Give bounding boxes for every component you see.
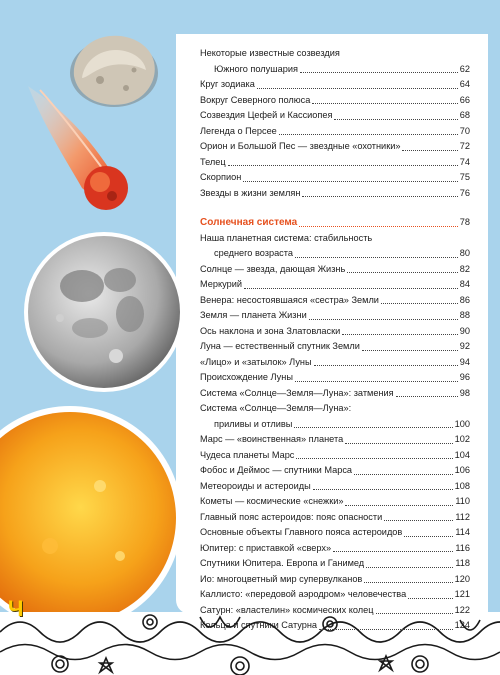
toc-entry-title: Система «Солнце—Земля—Луна»: затмения bbox=[200, 387, 394, 398]
toc-entry-title: Ось наклона и зона Златовласки bbox=[200, 325, 341, 336]
leader-dots bbox=[342, 334, 458, 335]
section-page: 78 bbox=[459, 217, 470, 227]
toc-entry[interactable] bbox=[200, 246, 470, 262]
leader-dots bbox=[295, 381, 458, 382]
toc-entry[interactable] bbox=[200, 463, 470, 479]
leader-dots bbox=[364, 582, 452, 583]
toc-entry-title: Система «Солнце—Земля—Луна»: bbox=[200, 403, 352, 413]
toc-entry[interactable] bbox=[200, 108, 470, 124]
toc-entry-page: 122 bbox=[454, 604, 470, 615]
toc-entry-title: Солнце — звезда, дающая Жизнь bbox=[200, 263, 346, 274]
toc-entry[interactable] bbox=[200, 139, 470, 155]
toc-entry-title: Наша планетная система: стабильность bbox=[200, 232, 373, 243]
leader-dots bbox=[294, 427, 452, 428]
toc-entry-page: 82 bbox=[459, 263, 470, 274]
leader-dots bbox=[257, 88, 458, 89]
leader-dots bbox=[334, 119, 457, 120]
toc-entry-title: Созвездия Цефей и Кассиопея bbox=[200, 110, 333, 120]
leader-dots bbox=[354, 474, 453, 475]
toc-entry[interactable] bbox=[200, 494, 470, 510]
toc-entry-page: 118 bbox=[455, 558, 470, 568]
toc-entry[interactable] bbox=[200, 510, 470, 526]
leader-dots bbox=[384, 520, 453, 521]
leader-dots bbox=[347, 272, 457, 273]
toc-entry-title: Основные объекты Главного пояса астероидов bbox=[200, 527, 403, 537]
toc-entry[interactable] bbox=[200, 587, 470, 603]
toc-entry-page: 72 bbox=[459, 141, 470, 151]
toc-entry-page: 98 bbox=[459, 387, 470, 398]
toc-entry-line[interactable] bbox=[200, 231, 470, 247]
leader-dots bbox=[376, 613, 453, 614]
toc-entry-page: 114 bbox=[455, 527, 470, 537]
table-of-contents bbox=[200, 46, 470, 634]
leader-dots bbox=[319, 629, 453, 630]
toc-entry-title: «Лицо» и «затылок» Луны bbox=[200, 356, 312, 367]
toc-entry[interactable] bbox=[200, 618, 470, 634]
toc-entry-page: 66 bbox=[459, 94, 470, 105]
toc-entry-page: 120 bbox=[454, 573, 470, 584]
toc-entry[interactable] bbox=[200, 293, 470, 309]
toc-entry-title: Происхождение Луны bbox=[200, 372, 293, 382]
page-badge: Ч bbox=[8, 596, 24, 621]
toc-entry-title: Сатурн: «властелин» космических колец bbox=[200, 604, 374, 615]
leader-dots bbox=[296, 458, 452, 459]
toc-entry-page: 108 bbox=[454, 480, 470, 491]
toc-entry[interactable] bbox=[200, 556, 470, 572]
moon-icon bbox=[20, 228, 188, 396]
leader-dots bbox=[228, 165, 458, 166]
toc-entry-title: Чудеса планеты Марс bbox=[200, 449, 295, 460]
leader-dots bbox=[244, 288, 458, 289]
toc-entry-page: 110 bbox=[455, 496, 470, 506]
leader-dots bbox=[302, 196, 457, 197]
toc-entry[interactable] bbox=[200, 339, 470, 355]
toc-entry-title: Звезды в жизни землян bbox=[200, 187, 301, 198]
leader-dots bbox=[279, 134, 458, 135]
toc-entry-title: Метеороиды и астероиды bbox=[200, 480, 311, 491]
toc-entry-title: Телец bbox=[200, 156, 226, 167]
toc-section-list bbox=[200, 231, 470, 634]
toc-entry-title: Венера: несостоявшаяся «сестра» Земли bbox=[200, 294, 379, 305]
toc-entry[interactable] bbox=[200, 386, 470, 402]
leader-dots bbox=[300, 72, 458, 73]
toc-entry[interactable] bbox=[200, 93, 470, 109]
toc-entry[interactable] bbox=[200, 572, 470, 588]
leader-dots bbox=[243, 181, 457, 182]
toc-entry-title: Меркурий bbox=[200, 279, 242, 289]
toc-entry-page: 68 bbox=[459, 110, 470, 120]
leader-dots bbox=[404, 536, 453, 537]
toc-entry[interactable] bbox=[200, 370, 470, 386]
toc-entry-page: 94 bbox=[459, 356, 470, 367]
leader-dots bbox=[295, 257, 458, 258]
toc-entry-page: 70 bbox=[459, 125, 470, 136]
toc-entry[interactable] bbox=[200, 186, 470, 202]
toc-entry-title: Кометы — космические «снежки» bbox=[200, 496, 344, 506]
toc-entry-title: Земля — планета Жизни bbox=[200, 310, 307, 320]
toc-entry-title: Ио: многоцветный мир супервулканов bbox=[200, 573, 363, 584]
toc-top-list bbox=[200, 46, 470, 201]
leader-dots bbox=[396, 396, 458, 397]
toc-entry-page: 80 bbox=[459, 248, 470, 258]
toc-entry-title: Марс — «воинственная» планета bbox=[200, 434, 344, 444]
toc-entry[interactable] bbox=[200, 603, 470, 619]
toc-entry-title: Скорпион bbox=[200, 172, 242, 182]
leader-dots bbox=[314, 365, 458, 366]
toc-entry-page: 112 bbox=[455, 511, 470, 522]
toc-entry[interactable] bbox=[200, 355, 470, 371]
toc-entry[interactable] bbox=[200, 124, 470, 140]
toc-entry-title: Юпитер: с приставкой «сверх» bbox=[200, 542, 332, 553]
toc-entry[interactable] bbox=[200, 170, 470, 186]
toc-entry-title: Легенда о Персее bbox=[200, 125, 277, 136]
toc-entry[interactable] bbox=[200, 155, 470, 171]
toc-entry-page: 106 bbox=[454, 465, 470, 475]
toc-entry-page: 121 bbox=[454, 589, 470, 599]
toc-entry-page: 100 bbox=[454, 418, 470, 429]
toc-entry-page: 75 bbox=[459, 172, 470, 182]
toc-entry-page: 86 bbox=[459, 294, 470, 305]
toc-entry-page: 74 bbox=[459, 156, 470, 167]
toc-entry-title: Вокруг Северного полюса bbox=[200, 94, 311, 105]
leader-dots bbox=[381, 303, 458, 304]
toc-entry-title: Круг зодиака bbox=[200, 79, 255, 89]
toc-entry-page: 92 bbox=[459, 341, 470, 351]
toc-entry[interactable] bbox=[200, 479, 470, 495]
toc-entry-title: Орион и Большой Пес — звездные «охотники» bbox=[200, 141, 401, 151]
leader-dots bbox=[309, 319, 458, 320]
comet-icon bbox=[18, 80, 158, 222]
toc-entry-page: 76 bbox=[459, 187, 470, 198]
leader-dots bbox=[333, 551, 453, 552]
toc-entry-page: 96 bbox=[459, 372, 470, 382]
leader-dots bbox=[299, 226, 458, 227]
toc-entry-title: приливы и отливы bbox=[214, 418, 293, 429]
toc-entry-page: 102 bbox=[454, 434, 470, 444]
toc-entry-title: Каллисто: «передовой аэродром» человечества bbox=[200, 589, 407, 599]
toc-entry-title: Фобос и Деймос — спутники Марса bbox=[200, 465, 353, 475]
toc-entry-title: Некоторые известные созвездия bbox=[200, 48, 340, 58]
toc-entry-title: Главный пояс астероидов: пояс опасности bbox=[200, 511, 383, 522]
toc-entry-page: 84 bbox=[459, 279, 470, 289]
toc-entry[interactable] bbox=[200, 432, 470, 448]
toc-entry[interactable] bbox=[200, 541, 470, 557]
toc-entry[interactable] bbox=[200, 308, 470, 324]
leader-dots bbox=[366, 567, 453, 568]
toc-entry-line[interactable] bbox=[200, 46, 470, 62]
toc-entry[interactable] bbox=[200, 525, 470, 541]
toc-entry-page: 62 bbox=[459, 63, 470, 74]
toc-entry-page: 88 bbox=[459, 310, 470, 320]
toc-entry-page: 116 bbox=[455, 542, 470, 553]
toc-entry[interactable] bbox=[200, 448, 470, 464]
toc-entry-page: 104 bbox=[454, 449, 470, 460]
toc-entry-page: 64 bbox=[459, 79, 470, 89]
toc-entry[interactable] bbox=[200, 324, 470, 340]
leader-dots bbox=[345, 443, 452, 444]
toc-entry[interactable] bbox=[200, 77, 470, 93]
leader-dots bbox=[345, 505, 453, 506]
toc-entry-title: Спутники Юпитера. Европа и Ганимед bbox=[200, 558, 365, 568]
leader-dots bbox=[362, 350, 458, 351]
toc-entry-line[interactable] bbox=[200, 401, 470, 417]
toc-entry-title: Луна — естественный спутник Земли bbox=[200, 341, 360, 351]
section-heading[interactable] bbox=[200, 215, 470, 231]
leader-dots bbox=[402, 150, 457, 151]
toc-entry[interactable] bbox=[200, 277, 470, 293]
toc-entry-title: среднего возраста bbox=[214, 248, 293, 258]
toc-entry[interactable] bbox=[200, 262, 470, 278]
leader-dots bbox=[408, 598, 452, 599]
toc-entry[interactable] bbox=[200, 417, 470, 433]
toc-entry-title: Кольца и спутники Сатурна bbox=[200, 620, 318, 630]
toc-entry[interactable] bbox=[200, 62, 470, 78]
toc-entry-title: Южного полушария bbox=[214, 63, 298, 74]
toc-entry-page: 124 bbox=[454, 620, 470, 630]
section-title: Солнечная система bbox=[200, 217, 298, 228]
leader-dots bbox=[313, 489, 453, 490]
toc-entry-page: 90 bbox=[459, 325, 470, 336]
leader-dots bbox=[312, 103, 457, 104]
